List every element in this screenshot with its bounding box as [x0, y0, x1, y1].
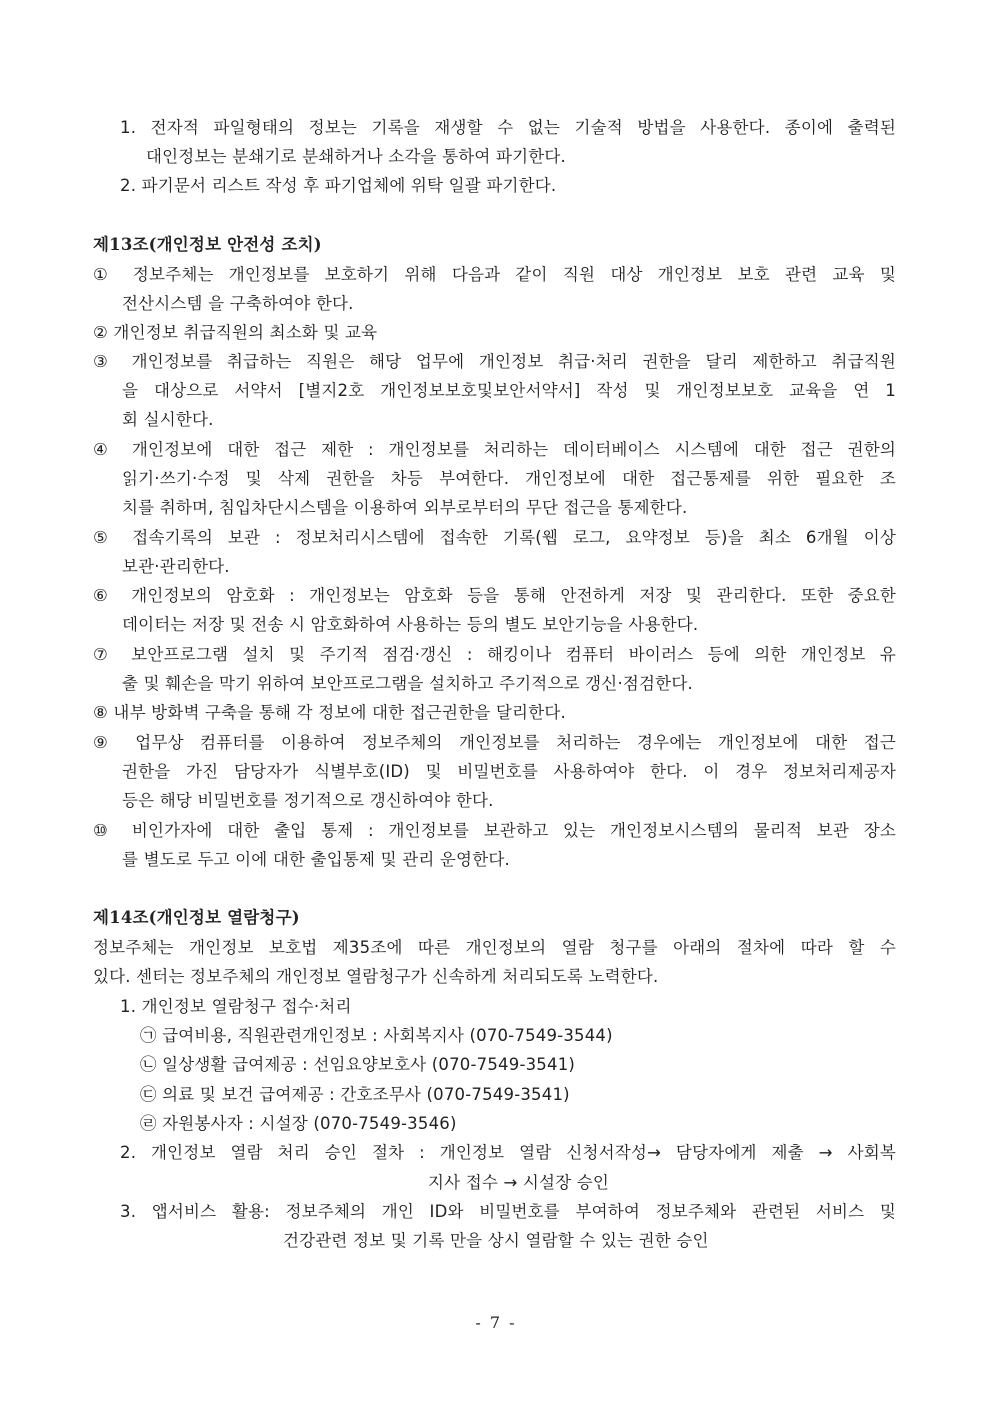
article-13-item-4: ④ 개인정보에 대한 접근 제한 : 개인정보를 처리하는 데이터베이스 시스템에 대한 접근 권한의 — [93, 440, 896, 459]
article-13-item-1: ① 정보주체는 개인정보를 보호하기 위해 다음과 같이 직원 대상 개인정보 보호 관련 교육 및 — [93, 265, 896, 284]
article-13-item-2: ② 개인정보 취급직원의 최소화 및 교육 — [93, 323, 378, 342]
article-13-item-7: ⑦ 보안프로그램 설치 및 주기적 점검·갱신 : 해킹이나 컴퓨터 바이러스 등에 의한 개인정보 유 — [93, 645, 896, 664]
article-14-heading: 제14조(개인정보 열람청구) — [93, 908, 300, 927]
article-14-sub3-cont: 건강관련 정보 및 기록 만을 상시 열람할 수 있는 권한 승인 — [283, 1231, 709, 1250]
article-13-heading: 제13조(개인정보 안전성 조치) — [93, 235, 322, 254]
article-13-item-4-cont: 읽기·쓰기·수정 및 삭제 권한을 차등 부여한다. 개인정보에 대한 접근통제를 위한 필요한 조 — [122, 469, 896, 488]
list-item-text: 1. 전자적 파일형태의 정보는 기록을 재생할 수 없는 기술적 방법을 사용한다. 종이에 출력된 — [120, 118, 896, 137]
article-14-intro: 정보주체는 개인정보 보호법 제35조에 따른 개인정보의 열람 청구를 아래의 절차에 따라 할 수 — [93, 938, 896, 957]
article-13-item-1-cont: 전산시스템 을 구축하여야 한다. — [122, 294, 354, 313]
article-13-item-10-cont: 를 별도로 두고 이에 대한 출입통제 및 관리 운영한다. — [122, 850, 510, 869]
article-13-item-10: ⑩ 비인가자에 대한 출입 통제 : 개인정보를 보관하고 있는 개인정보시스템의 물리적 보관 장소 — [93, 821, 896, 840]
page-number: - 7 - — [475, 1313, 517, 1332]
list-item-text: 2. 파기문서 리스트 작성 후 파기업체에 위탁 일괄 파기한다. — [120, 176, 557, 195]
article-13-item-9: ⑨ 업무상 컴퓨터를 이용하여 정보주체의 개인정보를 처리하는 경우에는 개인정보에 대한 접근 — [93, 733, 896, 752]
article-13-item-3-cont: 회 실시한다. — [122, 410, 214, 429]
article-13-item-5-cont: 보관·관리한다. — [122, 557, 230, 576]
article-13-item-7-cont: 출 및 훼손을 막기 위하여 보안프로그램을 설치하고 주기적으로 갱신·점검한다. — [122, 674, 693, 693]
article-13-item-3-cont: 을 대상으로 서약서 [별지2호 개인정보보호및보안서약서] 작성 및 개인정보보호 교육을 연 1 — [122, 381, 896, 400]
article-13-item-3: ③ 개인정보를 취급하는 직원은 해당 업무에 개인정보 취급·처리 권한을 달리 제한하고 취급직원 — [93, 352, 896, 371]
article-13-item-6: ⑥ 개인정보의 암호화 : 개인정보는 암호화 등을 통해 안전하게 저장 및 관리한다. 또한 중요한 — [93, 586, 896, 605]
article-14-sub2-cont: 지사 접수 → 시설장 승인 — [428, 1173, 610, 1192]
article-14-sub3: 3. 앱서비스 활용: 정보주체의 개인 ID와 비밀번호를 부여하여 정보주체와 관련된 서비스 및 — [120, 1202, 896, 1221]
article-13-item-9-cont: 권한을 가진 담당자가 식별부호(ID) 및 비밀번호를 사용하여야 한다. 이 경우 정보처리제공자 — [122, 762, 896, 781]
contact-item: ㉢ 의료 및 보건 급여제공 : 간호조무사 (070-7549-3541) — [140, 1085, 570, 1104]
article-13-item-8: ⑧ 내부 방화벽 구축을 통해 각 정보에 대한 접근권한을 달리한다. — [93, 703, 566, 722]
contact-item: ㉣ 자원봉사자 : 시설장 (070-7549-3546) — [140, 1114, 457, 1133]
article-13-item-6-cont: 데이터는 저장 및 전송 시 암호화하여 사용하는 등의 별도 보안기능을 사용한다. — [122, 615, 699, 634]
article-13-item-4-cont: 치를 취하며, 침입차단시스템을 이용하여 외부로부터의 무단 접근을 통제한다. — [122, 498, 688, 517]
article-14-sub2: 2. 개인정보 열람 처리 승인 절차 : 개인정보 열람 신청서작성→ 담당자에게 제출 → 사회복 — [120, 1143, 896, 1162]
contact-item: ㉠ 급여비용, 직원관련개인정보 : 사회복지사 (070-7549-3544) — [140, 1026, 613, 1045]
article-14-intro-cont: 있다. 센터는 정보주체의 개인정보 열람청구가 신속하게 처리되도록 노력한다. — [93, 967, 659, 986]
contact-item: ㉡ 일상생활 급여제공 : 선임요양보호사 (070-7549-3541) — [140, 1055, 576, 1074]
article-13-item-9-cont: 등은 해당 비밀번호를 정기적으로 갱신하여야 한다. — [122, 791, 494, 810]
article-14-sub1: 1. 개인정보 열람청구 접수·처리 — [120, 997, 352, 1016]
article-13-item-5: ⑤ 접속기록의 보관 : 정보처리시스템에 접속한 기록(웹 로그, 요약정보 등)을 최소 6개월 이상 — [93, 528, 896, 547]
list-item-text: 대인정보는 분쇄기로 분쇄하거나 소각을 통하여 파기한다. — [146, 147, 567, 166]
